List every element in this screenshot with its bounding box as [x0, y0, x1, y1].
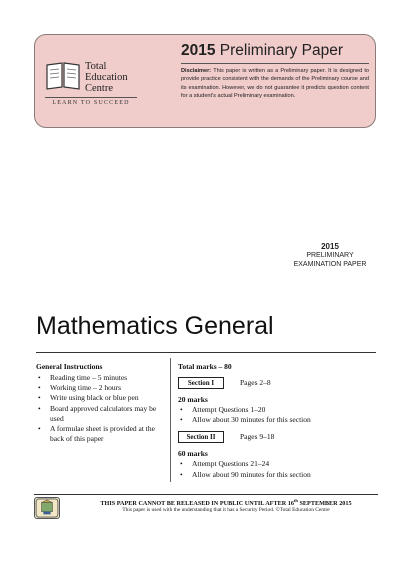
section-2-item: • Allow about 90 minutes for this section — [178, 470, 378, 480]
section-1-item: • Allow about 30 minutes for this section — [178, 415, 378, 425]
section-1-list — [178, 405, 378, 425]
instruction-item: • Write using black or blue pen — [36, 393, 168, 403]
paper-title-year: 2015 — [181, 42, 216, 59]
column-divider — [170, 358, 171, 482]
paper-title-text: Preliminary Paper — [219, 42, 343, 59]
logo-line-1: Total — [85, 61, 107, 72]
section-1-item: • Attempt Questions 1–20 — [178, 405, 378, 415]
footer — [34, 494, 378, 522]
general-instructions — [36, 362, 168, 444]
disclaimer — [181, 67, 369, 101]
section-2-row — [178, 431, 378, 447]
title-divider — [36, 352, 376, 353]
paper-title — [181, 42, 371, 60]
header-divider — [181, 63, 369, 64]
logo-line-3: Centre — [85, 83, 113, 94]
logo-wordmark — [85, 61, 137, 94]
disclaimer-text: This paper is written as a Preliminary paper. It is designed to provide practice consistent with the demands of the Preliminary course and its examination. However, we do not guarantee it predicts question content for a student's actual Preliminary examination. — [181, 68, 369, 100]
centre-crest-icon — [34, 497, 60, 519]
subject-title: Mathematics General — [36, 312, 274, 340]
general-instructions-heading: General Instructions — [36, 362, 103, 371]
total-education-centre-logo — [45, 59, 133, 111]
section-2-label: Section II — [178, 431, 224, 443]
exam-label — [270, 242, 390, 269]
instructions-list — [36, 373, 168, 444]
total-marks: Total marks – 80 — [178, 362, 232, 371]
section-1-marks: 20 marks — [178, 395, 208, 404]
exam-label-line-2: EXAMINATION PAPER — [293, 261, 367, 268]
section-1-row — [178, 377, 378, 393]
logo-tagline: LEARN TO SUCCEED — [45, 97, 137, 106]
section-2-marks: 60 marks — [178, 449, 208, 459]
release-notice-main: THIS PAPER CANNOT BE RELEASED IN PUBLIC UNTIL AFTER 16 — [100, 500, 294, 508]
logo-line-2: Education — [85, 72, 128, 83]
footer-divider — [34, 494, 378, 495]
instruction-item: • Working time – 2 hours — [36, 383, 168, 393]
section-2-pages: Pages 9–18 — [240, 432, 275, 442]
section-2-item: • Attempt Questions 21–24 — [178, 459, 378, 469]
section-1-pages: Pages 2–8 — [240, 378, 271, 387]
disclaimer-label: Disclaimer: — [181, 68, 212, 74]
header-box — [34, 34, 376, 128]
exam-label-line-1: PRELIMINARY — [306, 252, 354, 259]
release-notice-sup: th — [293, 498, 298, 503]
instruction-item: • A formulae sheet is provided at the back of this paper — [36, 424, 168, 444]
release-notice — [74, 498, 378, 507]
security-notice: This paper is used with the understanding that it has a Security Period. ©Total Education Centre — [122, 507, 330, 513]
release-notice-end: SEPTEMBER 2015 — [297, 500, 352, 508]
section-2-list — [178, 459, 378, 479]
open-book-icon — [45, 61, 81, 91]
section-1-label: Section I — [178, 377, 224, 389]
instruction-item: • Board approved calculators may be used — [36, 404, 168, 424]
instruction-item: • Reading time – 5 minutes — [36, 373, 168, 383]
exam-year: 2015 — [321, 242, 339, 251]
marks-column — [178, 362, 378, 480]
